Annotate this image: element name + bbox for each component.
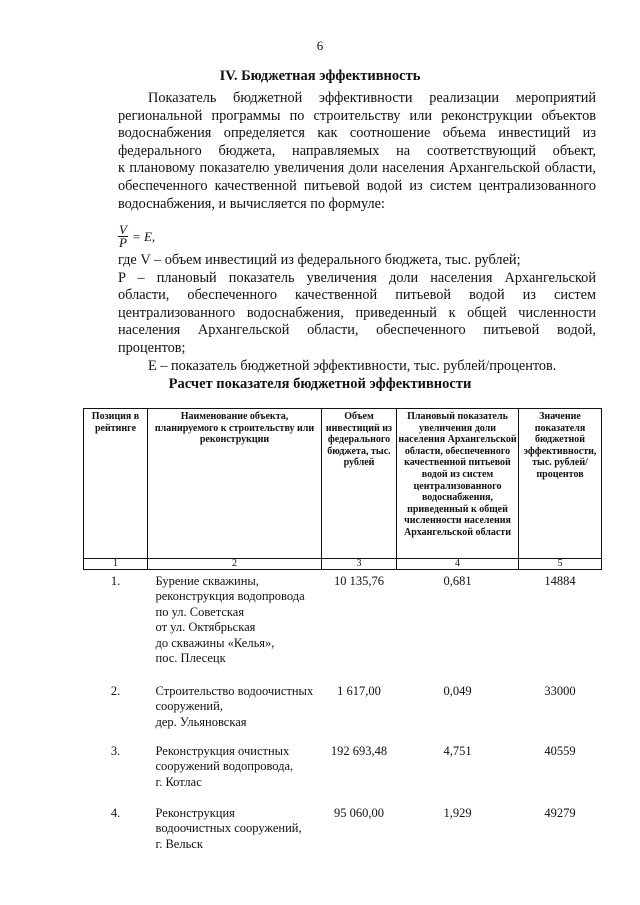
intro-paragraph: [118, 90, 596, 213]
intro-line: водоснабжения определяется как соотношение объема инвестиций из: [118, 125, 596, 142]
table-row: [84, 802, 602, 866]
row-planned: 0,049: [443, 684, 472, 698]
column-number: 4: [397, 559, 519, 570]
row-position: 2.: [110, 684, 121, 698]
definition-p-line: P – плановый показатель увеличения доли населения Архангельской: [118, 269, 596, 286]
column-number: 5: [519, 559, 602, 570]
table-row: [84, 740, 602, 802]
formula-numerator: V: [119, 222, 127, 237]
formula-fraction: [118, 224, 128, 249]
header-efficiency: Значение показателя бюджетной эффективности, тыс. рублей/ процентов: [519, 409, 602, 559]
row-name-line: Строительство водоочистных: [155, 684, 314, 698]
row-name-line: Реконструкция очистных: [155, 744, 290, 758]
formula-rhs: = E,: [131, 228, 156, 244]
row-name-line: водоочистных сооружений,: [155, 821, 302, 836]
intro-line: к плановому показателю увеличения доли населения Архангельской области,: [118, 160, 596, 177]
row-position: 4.: [110, 806, 121, 820]
row-name-line: Бурение скважины,: [155, 574, 259, 588]
row-position: 3.: [110, 744, 121, 758]
intro-line: водоснабжения, и вычисляется по формуле:: [118, 195, 385, 212]
column-number: 2: [148, 559, 322, 570]
formula: [118, 224, 155, 249]
table-row: [84, 680, 602, 740]
column-number: 3: [322, 559, 397, 570]
row-efficiency: 40559: [544, 744, 576, 758]
definition-p-line: области, обеспеченного качественной питьевой водой из систем: [118, 287, 596, 304]
row-position: 1.: [110, 574, 121, 588]
row-name-line: реконструкция водопровода: [155, 589, 305, 604]
header-investment: Объем инвестиций из федерального бюджета, тыс. рублей: [322, 409, 397, 559]
row-investment: 95 060,00: [334, 806, 384, 820]
row-planned: 4,751: [443, 744, 472, 758]
row-name-line: по ул. Советская: [155, 604, 245, 619]
row-name: [148, 740, 322, 802]
definitions: [118, 252, 596, 375]
row-name: [148, 570, 322, 681]
row-name: [148, 802, 322, 866]
table-title: Расчет показателя бюджетной эффективности: [168, 376, 472, 392]
row-name-line: сооружений,: [155, 699, 223, 714]
row-efficiency: 14884: [544, 574, 576, 588]
row-name-line: пос. Плесецк: [155, 651, 226, 666]
row-name-line: от ул. Октябрьская: [155, 620, 256, 635]
column-number: 1: [84, 559, 148, 570]
row-name-line: г. Вельск: [155, 836, 203, 851]
row-name-line: г. Котлас: [155, 774, 202, 789]
intro-line: обеспеченного качественной питьевой водой из систем централизованного: [118, 177, 596, 194]
row-name-line: до скважины «Келья»,: [155, 635, 275, 650]
section-title: IV. Бюджетная эффективность: [219, 68, 421, 84]
row-name: [148, 680, 322, 740]
intro-line: региональной программы по строительству или реконструкции объектов: [118, 107, 596, 124]
intro-line: Показатель бюджетной эффективности реализации мероприятий: [148, 90, 596, 106]
row-name-line: дер. Ульяновская: [155, 714, 247, 729]
row-efficiency: 49279: [544, 806, 576, 820]
intro-line: федерального бюджета, направляемых на соответствующий объект,: [118, 142, 596, 159]
row-investment: 1 617,00: [337, 684, 381, 698]
row-name-line: сооружений водопровода,: [155, 759, 294, 774]
definition-e: E – показатель бюджетной эффективности, тыс. рублей/процентов.: [148, 357, 557, 374]
table-row: [84, 570, 602, 681]
row-investment: 192 693,48: [330, 744, 388, 758]
header-position: Позиция в рейтинге: [84, 409, 148, 559]
page-number: 6: [316, 38, 324, 53]
row-name-line: Реконструкция: [155, 806, 235, 820]
row-efficiency: 33000: [544, 684, 576, 698]
header-name: Наименование объекта, планируемого к строительству или реконструкции: [148, 409, 322, 559]
row-planned: 1,929: [443, 806, 472, 820]
efficiency-table: [83, 408, 602, 866]
formula-denominator: P: [119, 235, 127, 250]
row-investment: 10 135,76: [334, 574, 384, 588]
header-planned: Плановый показатель увеличения доли населения Архангельской области, обеспеченного качественной питьевой водой из систем централизованного водоснабжения, приведенный к общей численности населения Архангельской области: [397, 409, 519, 559]
definition-v: где V – объем инвестиций из федерального бюджета, тыс. рублей;: [118, 252, 521, 268]
definition-p-line: населения Архангельской области, обеспеченного питьевой водой, процентов;: [118, 322, 596, 356]
definition-p-line: централизованного водоснабжения, приведенный к общей численности: [118, 304, 596, 321]
row-planned: 0,681: [443, 574, 472, 588]
